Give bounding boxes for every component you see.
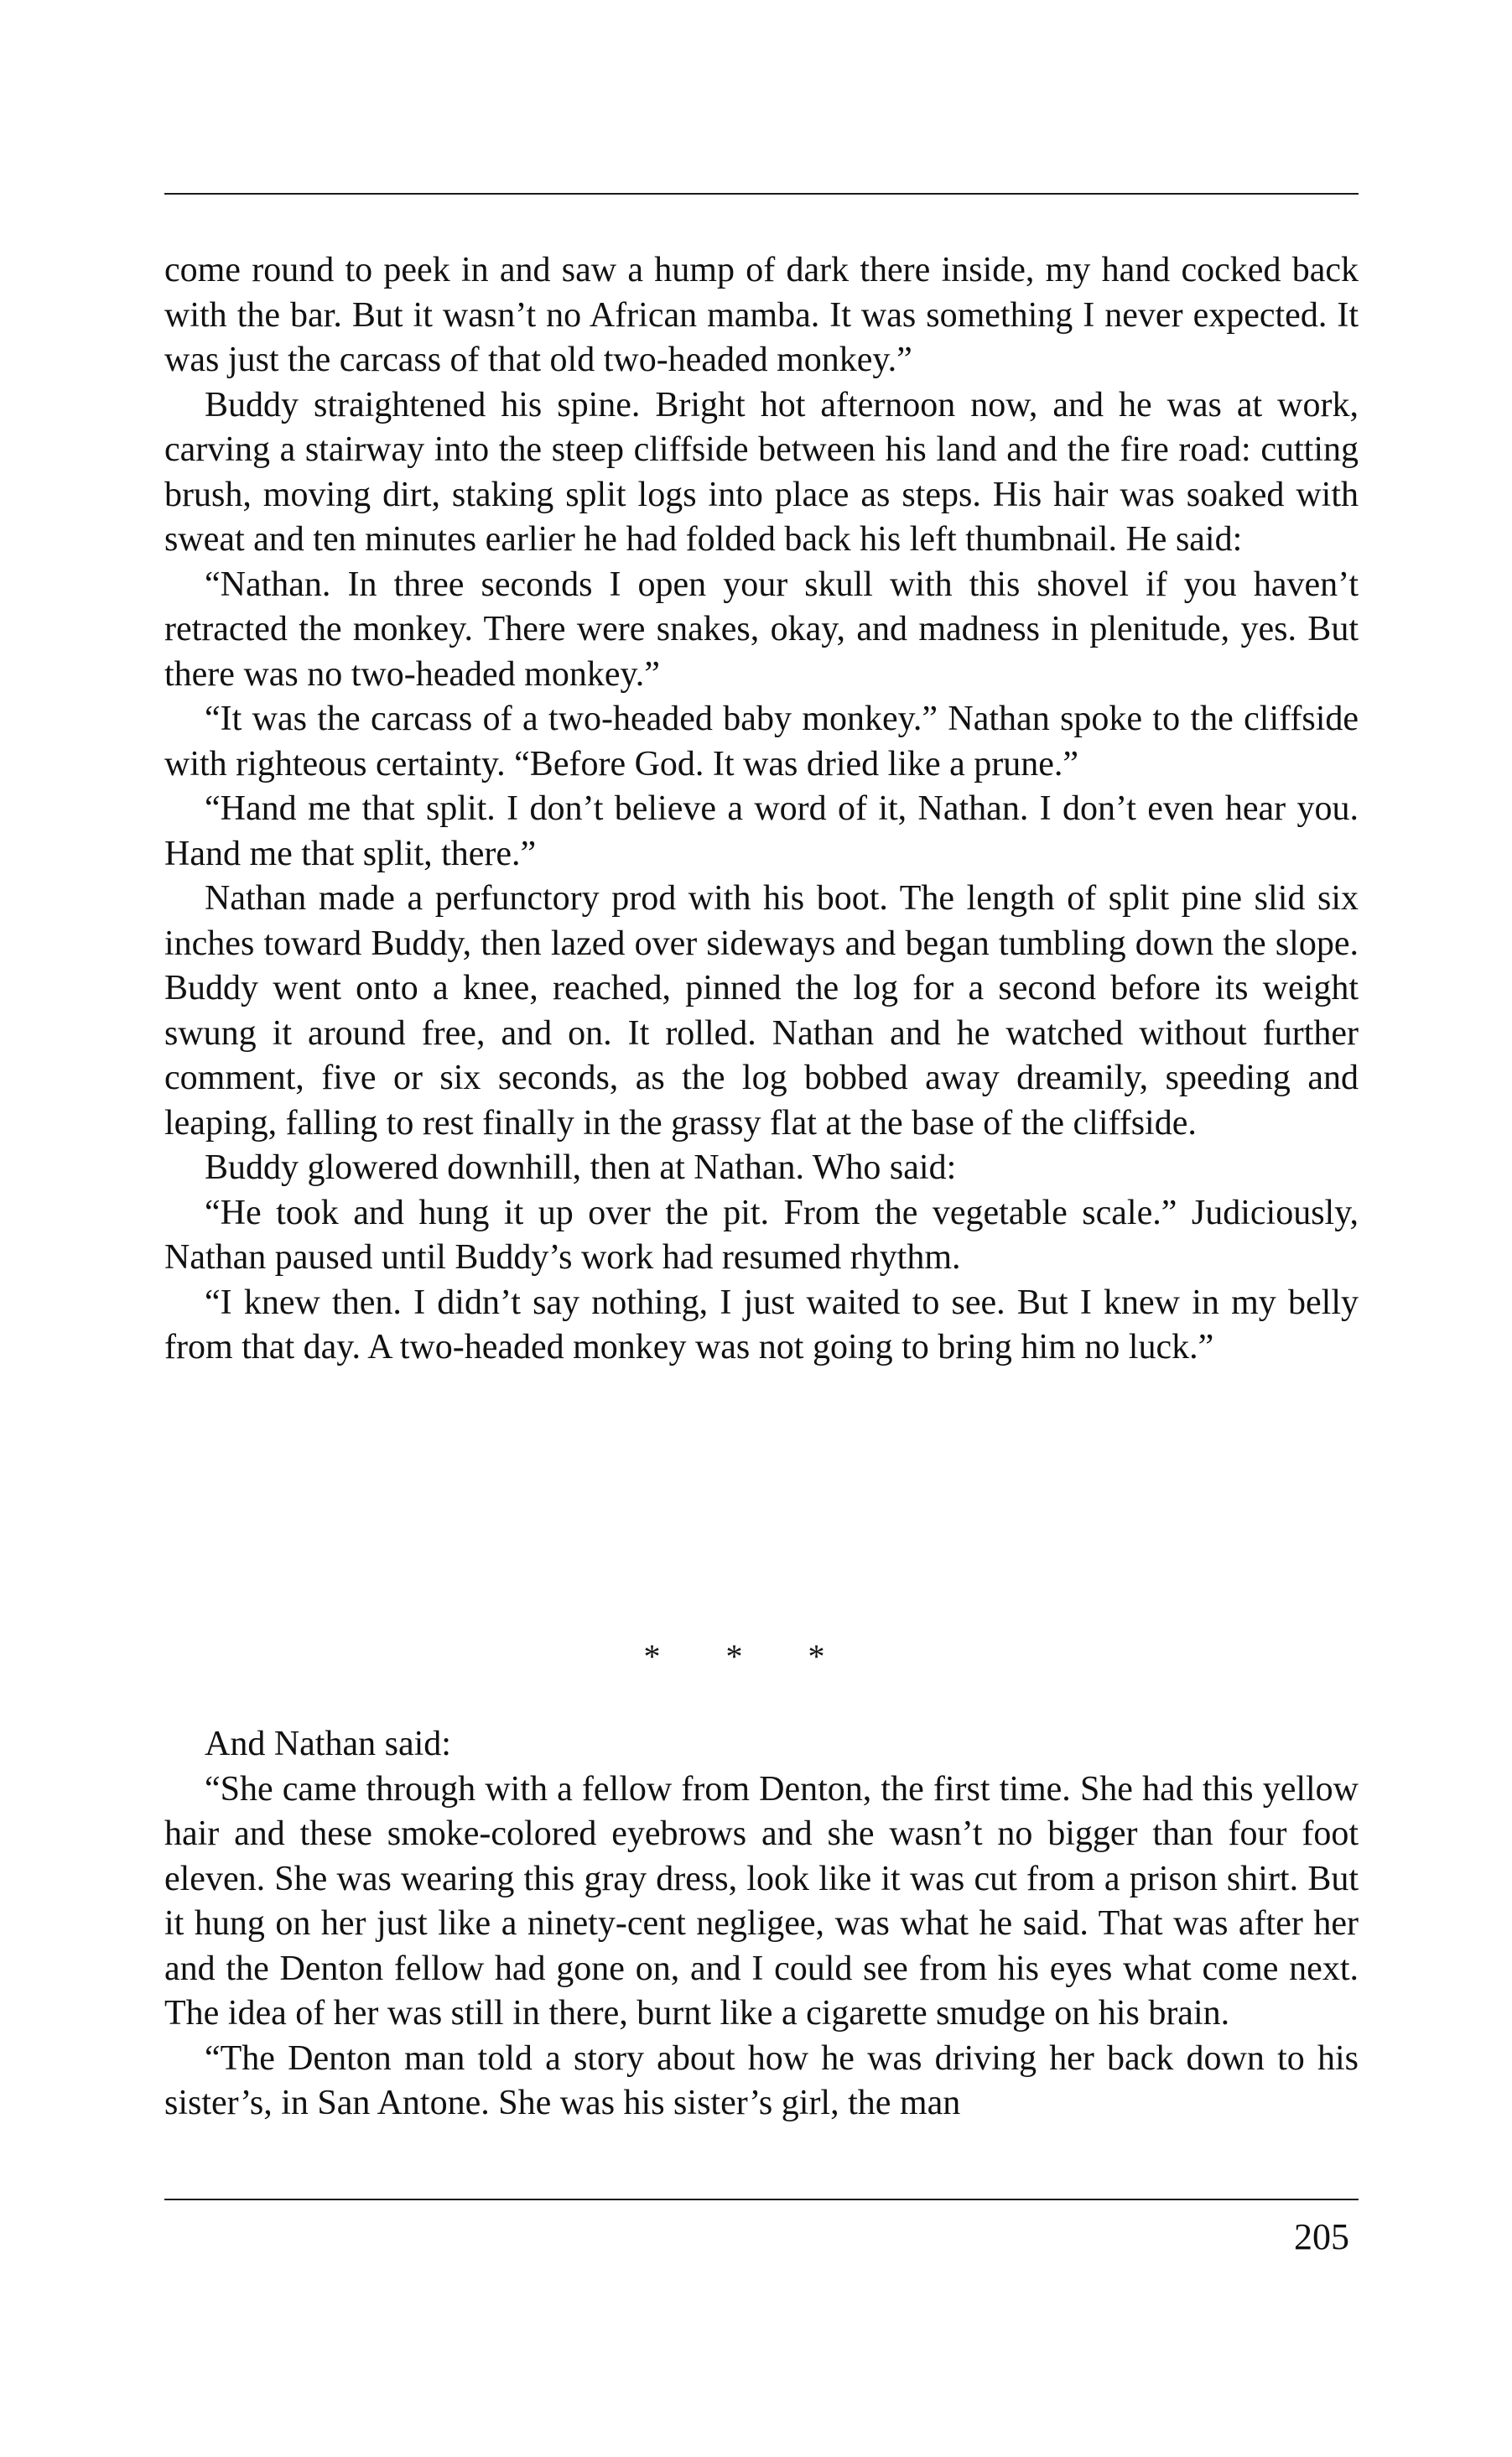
asterisk: * — [808, 1637, 825, 1675]
paragraph: “It was the carcass of a two-headed baby monkey.” Nathan spoke to the cliffside with righteous certainty. “Before God. It was dried like a prune.” — [164, 700, 1359, 783]
paragraph: Buddy glowered downhill, then at Nathan. Who said: — [205, 1148, 957, 1187]
paragraph: “The Denton man told a story about how he was driving her back down to his sister’s, in San Antone. She was his sister’s girl, the man — [164, 2038, 1359, 2122]
asterisk: * — [725, 1637, 743, 1675]
paragraph: “He took and hung it up over the pit. From the vegetable scale.” Judiciously, Nathan paused until Buddy’s work had resumed rhythm. — [164, 1193, 1359, 1277]
paragraph: And Nathan said: — [205, 1725, 451, 1763]
body-text-lower — [164, 1722, 1359, 2126]
paragraph: Nathan made a perfunctory prod with his boot. The length of split pine slid six inches toward Buddy, then lazed over sideways and began tumbling down the slope. Buddy went onto a knee, reached, pinned the log for a second before its weight swung it around free, and on. It rolled. Nathan and he watched without further comment, five or six seconds, as the log bobbed away dreamily, speeding and leaping, falling to rest finally in the grassy flat at the base of the cliffside. — [164, 879, 1359, 1143]
paragraph: Buddy straightened his spine. Bright hot afternoon now, and he was at work, carving a stairway into the steep cliffside between his land and the fire road: cutting brush, moving dirt, staking split logs into place as steps. His hair was soaked with sweat and ten minutes earlier he had folded back his left thumbnail. He said: — [164, 385, 1359, 559]
top-rule — [164, 193, 1359, 195]
asterisk: * — [643, 1637, 661, 1675]
bottom-rule — [164, 2199, 1359, 2200]
paragraph: “She came through with a fellow from Denton, the first time. She had this yellow hair and these smoke-colored eyebrows and she wasn’t no bigger than four foot eleven. She was wearing this gray dress, look like it was cut from a prison shirt. But it hung on her just like a ninety-cent negligee, was what he said. That was after her and the Denton fellow had gone on, and I could see from his eyes what come next. The idea of her was still in there, burnt like a cigarette smudge on his brain. — [164, 1769, 1359, 2033]
body-text-upper — [164, 248, 1359, 1371]
paragraph: “I knew then. I didn’t say nothing, I just waited to see. But I knew in my belly from that day. A two-headed monkey was not going to bring him no luck.” — [164, 1283, 1359, 1366]
paragraph: “Nathan. In three seconds I open your skull with this shovel if you haven’t retracted the monkey. There were snakes, okay, and madness in plenitude, yes. But there was no two-headed monkey.” — [164, 565, 1359, 694]
paragraph: come round to peek in and saw a hump of dark there inside, my hand cocked back with the bar. But it wasn’t no African mamba. It was something I never expected. It was just the carcass of that old two-headed monkey.” — [164, 251, 1359, 379]
page-number: 205 — [1294, 2216, 1349, 2257]
section-break — [0, 1634, 1512, 1679]
paragraph: “Hand me that split. I don’t believe a word of it, Nathan. I don’t even hear you. Hand me that split, there.” — [164, 789, 1359, 873]
